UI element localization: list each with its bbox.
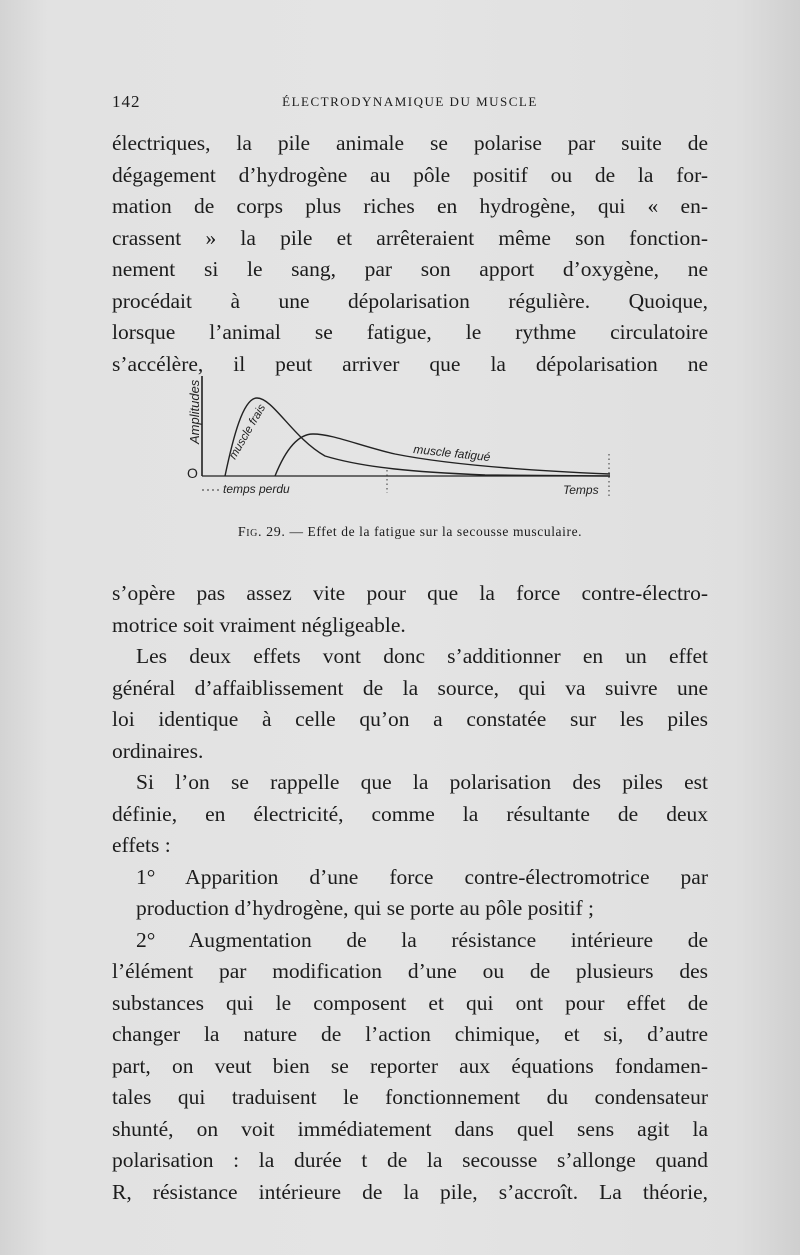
body-text: [112, 578, 708, 1208]
text-line: Les deux effets vont donc s’additionner en un effet: [136, 644, 708, 668]
text-line: substances qui le composent et qui ont pour effet de: [112, 990, 708, 1015]
text-line: changer la nature de l’action chimique, et si, d’autre: [112, 1022, 708, 1046]
text-line: crassent » la pile et arrêteraient même son fonction-: [112, 225, 708, 250]
text-line: tales qui traduisent le fonctionnement du condensateur: [112, 1085, 708, 1109]
figure-29: [185, 368, 635, 508]
text-line: effets :: [112, 833, 171, 857]
latency-label: temps perdu: [223, 482, 290, 496]
text-line: loi identique à celle qu’on a constatée sur les piles: [112, 707, 708, 731]
text-line: ordinaires.: [112, 738, 204, 763]
text-line: général d’affaiblissement de la source, qui va suivre une: [112, 675, 708, 700]
x-axis-label: Temps: [563, 483, 599, 497]
text-line: dégagement d’hydrogène au pôle positif ou de la for-: [112, 162, 708, 187]
text-line: lorsque l’animal se fatigue, le rythme circulatoire: [112, 320, 708, 344]
figure-number: Fig. 29.: [237, 525, 286, 540]
fatigued-curve-label: muscle fatigué: [412, 442, 492, 465]
y-axis-label: Amplitudes: [187, 379, 202, 444]
text-line: définie, en électricité, comme la résultante de deux: [112, 801, 708, 826]
figure-caption: [112, 524, 708, 541]
fatigue-diagram: [185, 368, 635, 508]
running-title: ÉLECTRODYNAMIQUE DU MUSCLE: [282, 94, 538, 109]
text-line: motrice soit vraiment négligeable.: [112, 612, 406, 637]
fresh-muscle-curve: [225, 398, 610, 476]
text-line: s’opère pas assez vite pour que la force contre-électro-: [112, 581, 708, 605]
text-line: mation de corps plus riches en hydrogène, qui « en-: [112, 194, 708, 218]
origin-label: O: [187, 465, 198, 481]
text-line: s’accélère, il peut arriver que la dépolarisation ne: [112, 351, 708, 376]
text-line: 1° Apparition d’une force contre-électromotrice par: [136, 864, 708, 889]
text-line: 2° Augmentation de la résistance intérieure de: [136, 927, 708, 952]
page-number: 142: [112, 92, 141, 111]
figure-caption-text: — Effet de la fatigue sur la secousse musculaire.: [289, 524, 583, 539]
text-line: nement si le sang, par son apport d’oxygène, ne: [112, 257, 708, 281]
fresh-curve-label: muscle frais: [227, 402, 269, 462]
text-line: procédait à une dépolarisation régulière. Quoique,: [112, 288, 708, 313]
text-line: polarisation : la durée t de la secousse s’allonge quand: [112, 1148, 708, 1172]
text-line: Si l’on se rappelle que la polarisation des piles est: [136, 770, 708, 794]
text-line: production d’hydrogène, qui se porte au pôle positif ;: [136, 896, 594, 920]
page-header: [112, 92, 708, 112]
text-line: l’élément par modification d’une ou de plusieurs des: [112, 959, 708, 983]
text-line: part, on veut bien se reporter aux équations fondamen-: [112, 1053, 708, 1078]
text-line: R, résistance intérieure de la pile, s’accroît. La théorie,: [112, 1179, 708, 1204]
paragraph-top: [112, 128, 708, 380]
text-line: électriques, la pile animale se polarise par suite de: [112, 131, 708, 155]
text-line: shunté, on voit immédiatement dans quel sens agit la: [112, 1116, 708, 1141]
